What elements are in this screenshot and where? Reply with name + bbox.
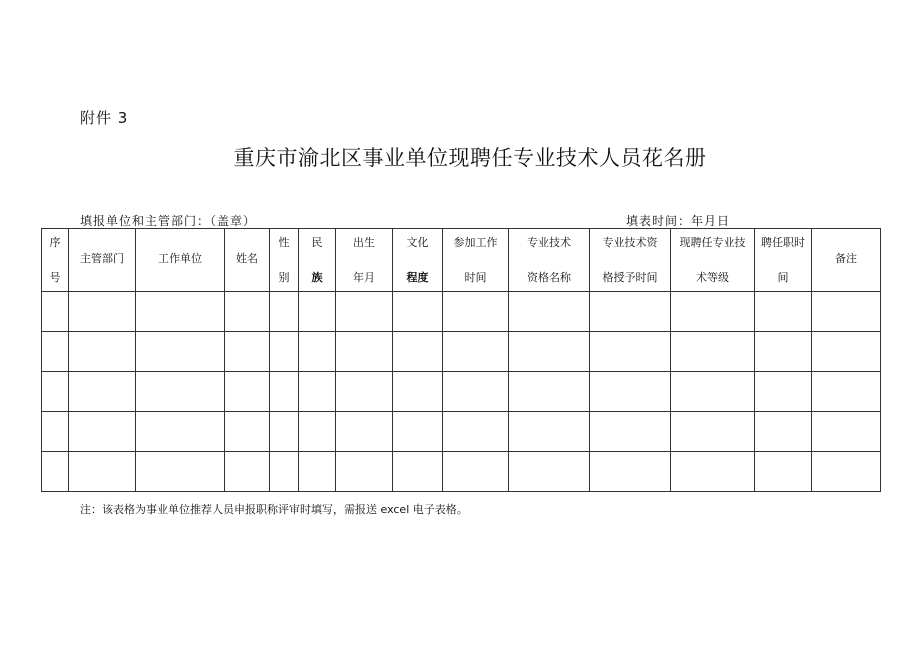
table-cell (443, 452, 509, 492)
col-header-qualification (509, 229, 590, 292)
table-cell (812, 372, 881, 412)
table-cell (393, 412, 443, 452)
table-cell (671, 412, 755, 452)
col-header-line1: 文化 (406, 236, 429, 249)
table-cell (270, 292, 299, 332)
table-cell (393, 292, 443, 332)
table-cell (225, 372, 270, 412)
table-row (42, 452, 881, 492)
table-row (42, 412, 881, 452)
table-cell (136, 412, 225, 452)
table-cell (393, 372, 443, 412)
table-cell (755, 292, 812, 332)
footer-note: 注：该表格为事业单位推荐人员申报职称评审时填写，需报送 excel 电子表格。 (80, 503, 468, 516)
col-header-line1: 姓名 (236, 252, 258, 265)
col-header-line2: 族 (311, 271, 323, 284)
table-cell (299, 292, 336, 332)
table-cell (136, 292, 225, 332)
col-header-education (393, 229, 443, 292)
table-cell (590, 452, 671, 492)
col-header-current-level (671, 229, 755, 292)
col-header-line1: 参加工作 (453, 236, 498, 249)
table-cell (69, 412, 136, 452)
table-cell (755, 412, 812, 452)
table-header-row (42, 229, 881, 292)
table-cell (336, 332, 393, 372)
col-header-line1: 专业技术 (527, 236, 571, 249)
table-cell (812, 332, 881, 372)
col-header-work-unit (136, 229, 225, 292)
table-cell (812, 412, 881, 452)
table-cell (443, 372, 509, 412)
table-cell (225, 452, 270, 492)
table-cell (42, 412, 69, 452)
table-cell (69, 452, 136, 492)
table-cell (42, 292, 69, 332)
table-cell (590, 372, 671, 412)
table-cell (509, 412, 590, 452)
col-header-line2: 格授予时间 (602, 271, 658, 284)
table-cell (69, 372, 136, 412)
col-header-line1: 备注 (835, 252, 857, 265)
table-cell (270, 372, 299, 412)
table-cell (509, 372, 590, 412)
col-header-line1: 工作单位 (158, 252, 202, 265)
col-header-birth (336, 229, 393, 292)
table-cell (393, 452, 443, 492)
table-cell (443, 292, 509, 332)
table-cell (393, 332, 443, 372)
table-cell (812, 292, 881, 332)
table-cell (509, 452, 590, 492)
table-cell (671, 452, 755, 492)
col-header-name (225, 229, 270, 292)
table-cell (590, 292, 671, 332)
table-cell (270, 452, 299, 492)
table-cell (443, 412, 509, 452)
table-cell (336, 452, 393, 492)
table-cell (136, 332, 225, 372)
col-header-line1: 民 (311, 236, 323, 249)
col-header-gender (270, 229, 299, 292)
page-title: 重庆市渝北区事业单位现聘任专业技术人员花名册 (233, 146, 707, 170)
col-header-line1: 序 (49, 236, 61, 249)
table-cell (299, 332, 336, 372)
col-header-line1: 主管部门 (80, 252, 124, 265)
col-header-appointment-date (755, 229, 812, 292)
col-header-line1: 性 (278, 236, 290, 249)
table-cell (136, 372, 225, 412)
table-cell (225, 332, 270, 372)
col-header-line1: 出生 (353, 236, 375, 249)
fill-unit-label: 填报单位和主管部门：（盖章） (80, 214, 257, 228)
table-cell (42, 372, 69, 412)
col-header-line2: 号 (49, 271, 61, 284)
col-header-index (42, 229, 69, 292)
col-header-line1: 现聘任专业技 (679, 236, 746, 249)
col-header-line2: 术等级 (696, 271, 729, 284)
table-row (42, 292, 881, 332)
table-cell (671, 372, 755, 412)
table-cell (225, 412, 270, 452)
table-cell (336, 412, 393, 452)
table-cell (671, 292, 755, 332)
col-header-line2: 程度 (406, 271, 429, 284)
table-cell (590, 332, 671, 372)
table-row (42, 332, 881, 372)
table-cell (755, 332, 812, 372)
col-header-department (69, 229, 136, 292)
col-header-qualification-date (590, 229, 671, 292)
roster-table (41, 228, 881, 492)
table-cell (42, 452, 69, 492)
col-header-work-start (443, 229, 509, 292)
col-header-line1: 专业技术资 (602, 236, 658, 249)
col-header-line2: 间 (777, 271, 789, 284)
table-cell (270, 332, 299, 372)
table-cell (443, 332, 509, 372)
table-cell (69, 292, 136, 332)
col-header-line2: 时间 (464, 271, 487, 284)
col-header-line1: 聘任职时 (761, 236, 805, 249)
table-cell (225, 292, 270, 332)
table-cell (336, 292, 393, 332)
table-cell (509, 292, 590, 332)
col-header-remarks (812, 229, 881, 292)
table-cell (336, 372, 393, 412)
table-cell (136, 452, 225, 492)
col-header-line2: 资格名称 (527, 271, 571, 284)
table-cell (299, 372, 336, 412)
table-cell (69, 332, 136, 372)
table-cell (755, 372, 812, 412)
table-cell (812, 452, 881, 492)
table-cell (42, 332, 69, 372)
table-cell (299, 412, 336, 452)
col-header-ethnicity (299, 229, 336, 292)
table-cell (755, 452, 812, 492)
col-header-line2: 年月 (353, 271, 375, 284)
attachment-label: 附件 3 (80, 109, 129, 127)
table-cell (671, 332, 755, 372)
table-cell (509, 332, 590, 372)
table-cell (590, 412, 671, 452)
table-row (42, 372, 881, 412)
table-cell (270, 412, 299, 452)
fill-date-label: 填表时间：年月日 (626, 214, 731, 228)
table-cell (299, 452, 336, 492)
col-header-line2: 别 (278, 271, 290, 284)
